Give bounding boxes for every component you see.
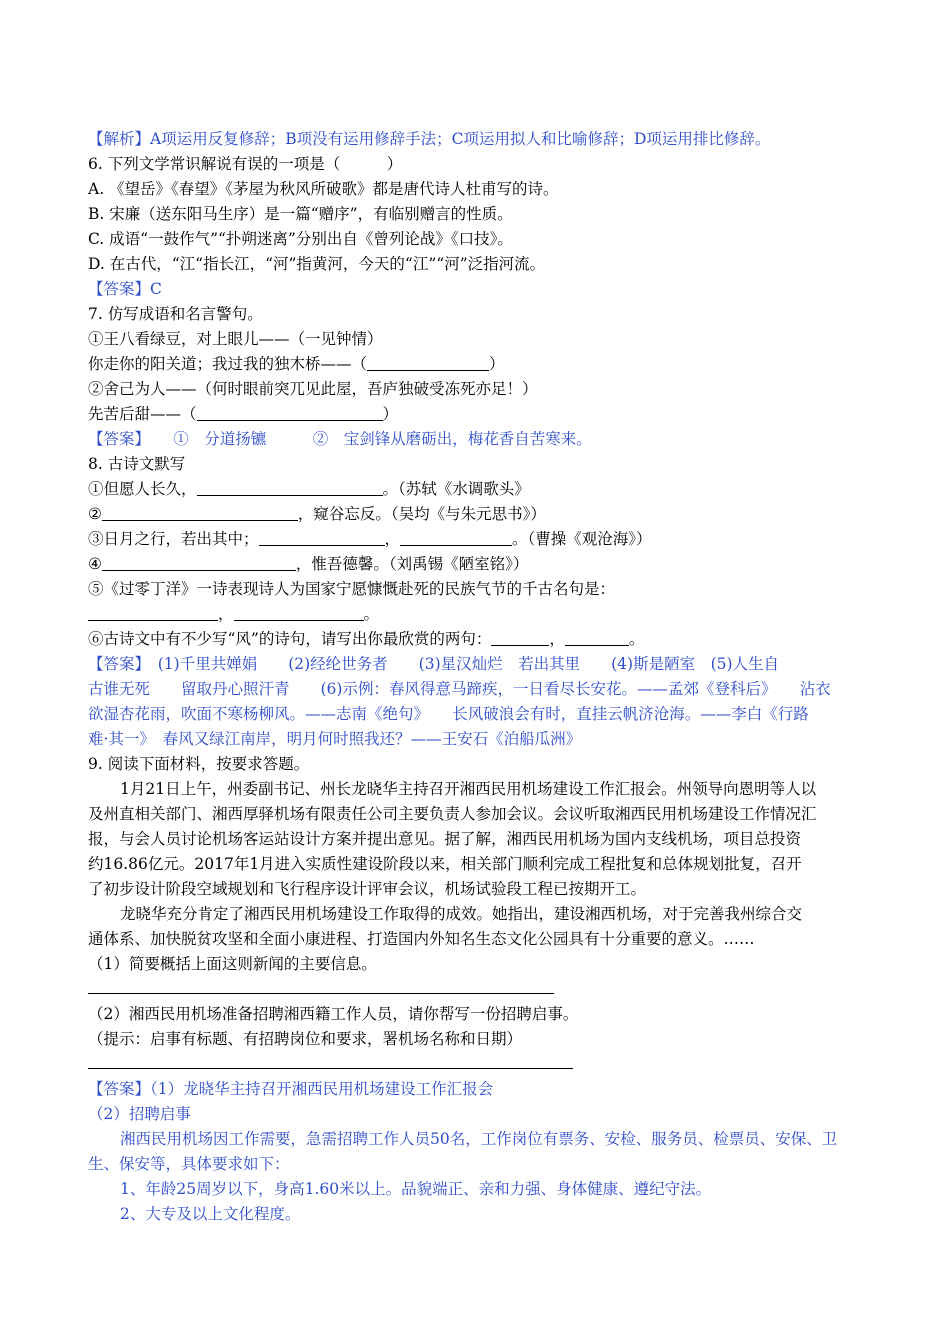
q8-item-4-text: ，惟吾德馨。（刘禹锡《陋室铭》） — [295, 555, 529, 573]
q7-blank-2-suffix: ） — [382, 405, 399, 423]
question-6: 6. 下列文学常识解说有误的一项是（ ） — [88, 155, 403, 173]
q7-blank-1-suffix: ） — [489, 355, 505, 373]
fill-blank[interactable] — [102, 504, 298, 521]
question-9: 9. 阅读下面材料，按要求答题。 — [88, 755, 310, 773]
passage-line-1: 1月21日上午，州委副书记、州长龙晓华主持召开湘西民用机场建设工作汇报会。州领导向恩明等人以 — [120, 780, 817, 798]
fill-blank[interactable] — [367, 354, 489, 371]
fill-blank[interactable] — [197, 404, 383, 421]
q7-blank-2-prefix: 先苦后甜——（ — [88, 405, 197, 423]
fill-blank[interactable] — [565, 629, 629, 646]
q7-example-1: ①王八看绿豆，对上眼儿——（一见钟情） — [88, 330, 383, 348]
answer-9-line-2: （2）招聘启事 — [88, 1105, 191, 1123]
answer-6: 【答案】C — [88, 280, 162, 298]
q9-sub-2: （2）湘西民用机场准备招聘湘西籍工作人员，请你帮写一份招聘启事。 — [88, 1005, 579, 1023]
q8-item-3 — [88, 527, 868, 552]
answer-8-line-1: 【答案】 (1)千里共婵娟 (2)经纶世务者 (3)星汉灿烂 若出其里 (4)斯是陋室 (5)人生自 — [88, 655, 780, 673]
q8-item-6-text: ⑥古诗文中有不少写“风”的诗句，请写出你最欣赏的两句： — [88, 630, 492, 648]
q8-item-1-text: ①但愿人长久， — [88, 480, 197, 498]
q8-item-6 — [88, 627, 868, 652]
q8-item-1-source: 。（苏轼《水调歌头》 — [382, 480, 530, 498]
q8-item-3-source: 。（曹操《观沧海》） — [512, 530, 652, 548]
q8-item-2 — [88, 502, 868, 527]
comma: ， — [218, 605, 234, 623]
analysis-line: 【解析】A项运用反复修辞；B项没有运用修辞手法；C项运用拟人和比喻修辞；D项运用排比修辞。 — [88, 130, 771, 148]
fill-blank[interactable] — [259, 529, 385, 546]
fill-blank[interactable] — [400, 529, 512, 546]
q7-blank-1-prefix: 你走你的阳关道；我过我的独木桥——（ — [88, 355, 368, 373]
q8-item-4-num: ④ — [88, 555, 102, 573]
q9-sub-1: （1）简要概括上面这则新闻的主要信息。 — [88, 955, 377, 973]
q8-item-5: ⑤《过零丁洋》一诗表现诗人为国家宁愿慷慨赴死的民族气节的千古名句是： — [88, 580, 616, 598]
option-b: B. 宋廉（送东阳马生序）是一篇“赠序”，有临别赠言的性质。 — [88, 205, 513, 223]
answer-8-line-4: 难·其一》 春风又绿江南岸，明月何时照我还？——王安石《泊船瓜洲》 — [88, 730, 582, 748]
fill-blank[interactable] — [88, 604, 218, 621]
question-8: 8. 古诗文默写 — [88, 455, 186, 473]
document-content — [88, 127, 868, 1227]
q7-blank-2 — [88, 402, 868, 427]
rule — [88, 993, 554, 994]
passage-line-7: 通体系、加快脱贫攻坚和全面小康进程、打造国内外知名生态文化公园具有十分重要的意义。…… — [88, 930, 755, 948]
question-7: 7. 仿写成语和名言警句。 — [88, 305, 263, 323]
fill-blank[interactable] — [197, 479, 383, 496]
answer-9-line-1: 【答案】（1）龙晓华主持召开湘西民用机场建设工作汇报会 — [88, 1080, 494, 1098]
q8-item-1 — [88, 477, 868, 502]
answer-rule-1[interactable] — [88, 977, 868, 1002]
q8-item-2-num: ② — [88, 505, 102, 523]
q8-item-2-text: ，窥谷忘反。（吴均《与朱元思书》） — [297, 505, 546, 523]
q8-item-3-text: ③日月之行，若出其中； — [88, 530, 259, 548]
answer-9-line-3: 湘西民用机场因工作需要，急需招聘工作人员50名，工作岗位有票务、安检、服务员、检票员、安保、卫 — [120, 1130, 838, 1148]
option-d: D. 在古代，“江“指长江，“河”指黄河，今天的“江”“河”泛指河流。 — [88, 255, 546, 273]
passage-line-2: 及州直相关部门、湘西厚驿机场有限责任公司主要负责人参加会议。会议听取湘西民用机场建设工作情况汇 — [88, 805, 817, 823]
q7-blank-1 — [88, 352, 868, 377]
answer-8-line-2: 古谁无死 留取丹心照汗青 (6)示例：春风得意马蹄疾，一日看尽长安花。——孟郊《登科后》 沾衣 — [88, 680, 831, 698]
answer-9-line-5: 1、年龄25周岁以下，身高1.60米以上。品貌端正、亲和力强、身体健康、遵纪守法。 — [120, 1180, 712, 1198]
q8-item-4 — [88, 552, 868, 577]
passage-line-4: 约16.86亿元。2017年1月进入实质性建设阶段以来，相关部门顺利完成工程批复和总体规划批复，召开 — [88, 855, 802, 873]
answer-9-line-6: 2、大专及以上文化程度。 — [120, 1205, 301, 1223]
q7-example-2: ②舍己为人——（何时眼前突兀见此屋，吾庐独破受冻死亦足！） — [88, 380, 538, 398]
option-c: C. 成语“一鼓作气”“扑朔迷离”分别出自《曾列论战》《口技》。 — [88, 230, 513, 248]
fill-blank[interactable] — [102, 554, 296, 571]
comma: ， — [384, 530, 401, 548]
q9-hint: （提示：启事有标题、有招聘岗位和要求，署机场名称和日期） — [88, 1030, 523, 1048]
period: 。 — [628, 630, 645, 648]
answer-rule-2[interactable] — [88, 1052, 868, 1077]
passage-line-6: 龙晓华充分肯定了湘西民用机场建设工作取得的成效。她指出，建设湘西机场，对于完善我州综合交 — [120, 905, 803, 923]
rule — [88, 1068, 573, 1069]
comma: ， — [549, 630, 565, 648]
answer-7: 【答案】 ① 分道扬镳 ② 宝剑锋从磨砺出，梅花香自苦寒来。 — [88, 430, 592, 448]
answer-8-line-3: 欲湿杏花雨，吹面不寒杨柳风。——志南《绝句》 长风破浪会有时，直挂云帆济沧海。——李白《行路 — [88, 705, 809, 723]
passage-line-3: 报，与会人员讨论机场客运站设计方案并提出意见。据了解，湘西民用机场为国内支线机场，项目总投资 — [88, 830, 802, 848]
answer-9-line-4: 生、保安等，具体要求如下： — [88, 1155, 290, 1173]
period: 。 — [363, 605, 380, 623]
fill-blank[interactable] — [234, 604, 364, 621]
option-a: A. 《望岳》《春望》《茅屋为秋风所破歌》都是唐代诗人杜甫写的诗。 — [88, 180, 559, 198]
q8-item-5-blanks — [88, 602, 868, 627]
fill-blank[interactable] — [491, 629, 549, 646]
passage-line-5: 了初步设计阶段空域规划和飞行程序设计评审会议，机场试验段工程已按期开工。 — [88, 880, 647, 898]
